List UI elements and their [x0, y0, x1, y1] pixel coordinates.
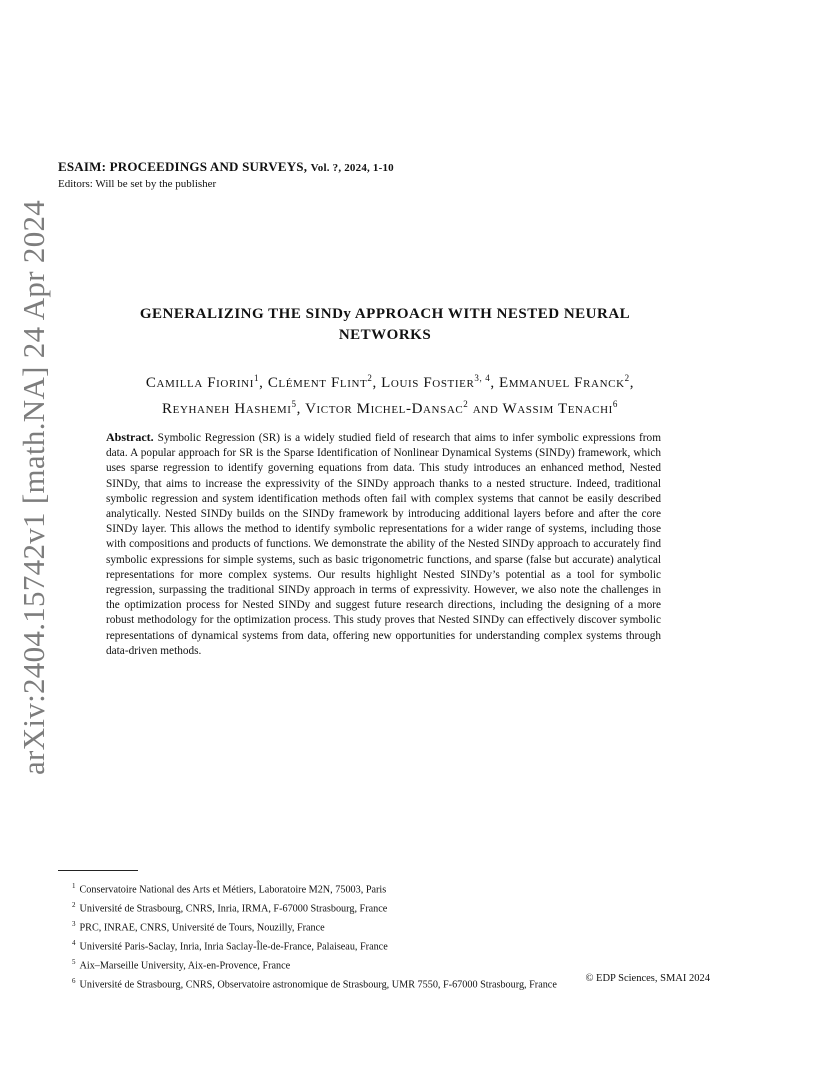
footnote-text: PRC, INRAE, CNRS, Université de Tours, Nouzilly, France — [79, 922, 325, 934]
author-name: Wassim Tenachi — [502, 401, 613, 417]
author-affiliation: 6 — [612, 399, 618, 409]
author-affiliation: 3, 4 — [474, 373, 491, 383]
paper-title-line-2: NETWORKS — [338, 327, 432, 343]
author-name: Victor Michel-Dansac — [305, 401, 464, 417]
footnote-text: Université Paris-Saclay, Inria, Inria Saclay-Île-de-France, Palaiseau, France — [79, 941, 388, 953]
journal-line — [58, 159, 394, 175]
author-list — [60, 368, 720, 420]
footnote-number: 4 — [72, 939, 76, 948]
editors-note: Editors: Will be set by the publisher — [58, 178, 217, 190]
author-affiliation: 2 — [463, 399, 469, 409]
author-line-1: Camilla Fiorini$^1$, Clément Flint$^2$, Louis Fostier$^{3, 4}$, Emmanuel Franck$^2$, — [145, 373, 635, 391]
author-name: Camilla Fiorini — [145, 375, 254, 391]
author-affiliation: 2 — [624, 373, 630, 383]
footnote-text: Aix–Marseille University, Aix-en-Provence, France — [79, 960, 291, 972]
footnote-number: 5 — [72, 958, 76, 967]
author-name: Louis Fostier — [381, 375, 475, 391]
abstract-body: Symbolic Regression (SR) is a widely studied field of research that aims to infer symbolic expressions from data. A popular approach for SR is the Sparse Identification of Nonlinear Dynamical Systems (SINDy) framework, which uses sparse regression to identify governing equations from data. This study introduces an enhanced method, Nested SINDy, that aims to increase the expressivity of the SINDy approach thanks to a nested structure. Indeed, traditional symbolic regression and system identification methods often fail with complex systems that cannot be easily described analytically. Nested SINDy builds on the SINDy framework by introducing additional layers before and after the core SINDy layer. This allows the method to identify symbolic representations for a wider range of systems, including those with compositions and products of functions. We demonstrate the ability of the Nested SINDy approach to accurately find symbolic expressions for simple systems, such as basic trigonometric functions, and sparse (false but accurate) analytical representations for more complex systems. Our results highlight Nested SINDy’s potential as a tool for symbolic regression, surpassing the traditional SINDy approach in terms of expressivity. However, we also note the challenges in the optimization process for Nested SINDy and suggest future research directions, including the designing of a more robust methodology for the optimization process. This study proves that Nested SINDy can effectively discover symbolic representations of dynamical systems from data, offering new opportunities for understanding complex systems through data-driven methods. — [106, 432, 661, 657]
copyright-notice: © EDP Sciences, SMAI 2024 — [585, 973, 710, 984]
journal-volume: Vol. ?, 2024, 1-10 — [310, 162, 394, 174]
arxiv-identifier-stamp — [14, 199, 54, 775]
footnote-number: 1 — [72, 882, 76, 890]
footnote-number: 3 — [72, 920, 76, 929]
footnote-divider — [58, 870, 138, 871]
footnote — [72, 955, 722, 974]
author-line-2: Reyhaneh Hashemi$^5$, Victor Michel-Dansac$^2$ and Wassim Tenachi$^6$ — [162, 399, 618, 417]
author-affiliation: 1 — [254, 373, 260, 383]
paper-title-line-1: GENERALIZING THE SINDy APPROACH WITH NESTED NEURAL — [139, 306, 631, 322]
footnote-number: 6 — [72, 977, 76, 986]
footnote-number: 2 — [72, 901, 76, 910]
author-affiliation: 2 — [367, 373, 373, 383]
abstract-heading: Abstract. — [106, 430, 154, 444]
footnote — [72, 879, 722, 898]
author-conjunction: and — [472, 401, 499, 417]
arxiv-identifier-text: arXiv:2404.15742v1 [math.NA] 24 Apr 2024 — [16, 199, 51, 775]
author-affiliation: 5 — [291, 399, 297, 409]
author-name: Emmanuel Franck — [499, 375, 625, 391]
footnote-text: Université de Strasbourg, CNRS, Inria, IRMA, F-67000 Strasbourg, France — [79, 903, 388, 915]
footnote-text: Université de Strasbourg, CNRS, Observatoire astronomique de Strasbourg, UMR 7550, F-67000 Strasbourg, France — [79, 979, 557, 991]
abstract — [106, 430, 661, 659]
footnote-text: Conservatoire National des Arts et Métiers, Laboratoire M2N, 75003, Paris — [79, 884, 387, 896]
author-name: Reyhaneh Hashemi — [162, 401, 292, 417]
author-name: Clément Flint — [267, 375, 368, 391]
journal-header — [58, 159, 394, 190]
journal-name: ESAIM: PROCEEDINGS AND SURVEYS, — [58, 159, 308, 174]
footnote — [72, 898, 722, 917]
paper-title — [90, 304, 680, 346]
footnote — [72, 936, 722, 955]
footnote — [72, 917, 722, 936]
